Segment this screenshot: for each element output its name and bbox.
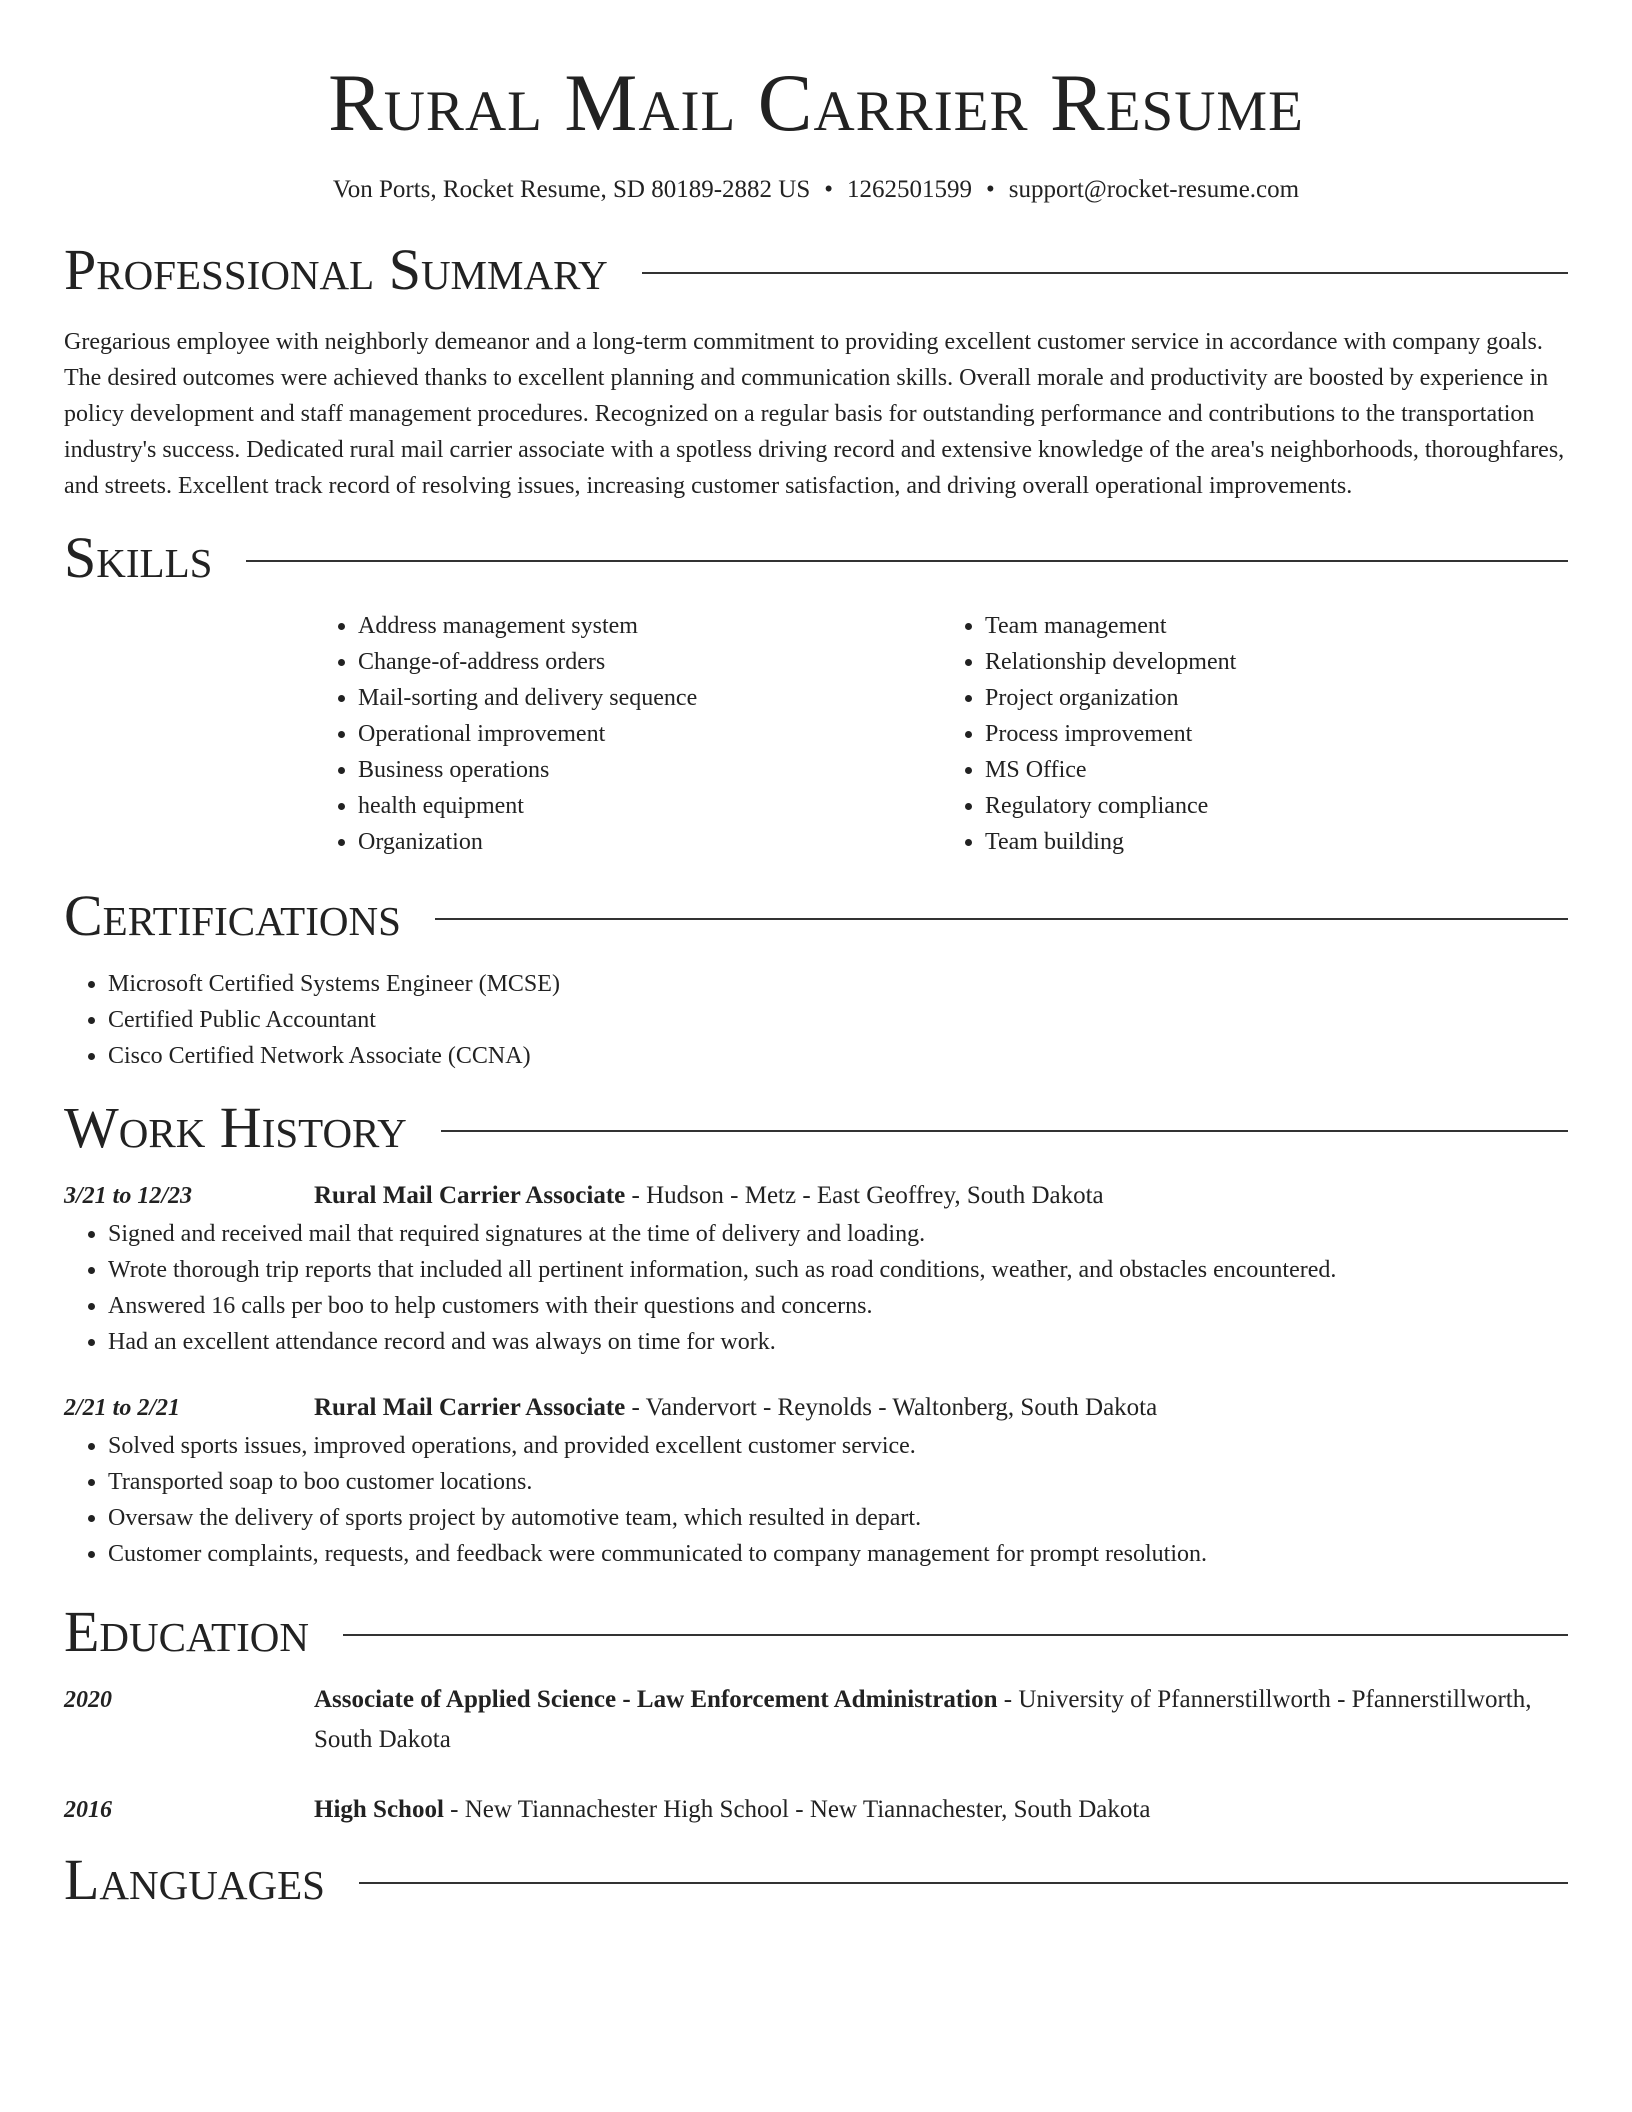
- section-divider: [359, 1882, 1568, 1884]
- document-title: Rural Mail Carrier Resume: [328, 57, 1304, 148]
- education-year: 2016: [64, 1797, 112, 1823]
- certifications-list: [64, 966, 1568, 1074]
- skills-grid: [314, 608, 1568, 860]
- contact-address: Von Ports, Rocket Resume, SD 80189-2882 US: [332, 176, 811, 203]
- job-title: Rural Mail Carrier Associate: [314, 1394, 626, 1421]
- skill-item: • Project organization: [985, 680, 1568, 716]
- education-entry: [64, 1680, 1568, 1760]
- skill-item: • Team management: [985, 608, 1568, 644]
- skill-item: • Relationship development: [985, 644, 1568, 680]
- education-degree: High School: [314, 1796, 444, 1823]
- skills-list-left: [314, 608, 941, 860]
- education-year: 2020: [64, 1687, 112, 1713]
- certification-item: • Microsoft Certified Systems Engineer (MCSE): [108, 966, 1568, 1002]
- contact-separator: •: [824, 176, 834, 203]
- job-title: Rural Mail Carrier Associate: [314, 1182, 626, 1209]
- job-bullet: • Wrote thorough trip reports that included all pertinent information, such as road conditions, weather, and obstacles encountered.: [108, 1252, 1568, 1288]
- skill-item: • Operational improvement: [358, 716, 941, 752]
- certification-item: • Cisco Certified Network Associate (CCNA): [108, 1038, 1568, 1074]
- education-degree: Associate of Applied Science - Law Enforcement Administration: [314, 1686, 998, 1713]
- job-dates: 3/21 to 12/23: [64, 1183, 193, 1209]
- job-employer: - Vandervort - Reynolds - Waltonberg, South Dakota: [625, 1394, 1158, 1421]
- contact-separator: •: [986, 176, 995, 203]
- summary-heading: Professional Summary: [64, 237, 608, 302]
- certifications-section-header: [64, 884, 1568, 948]
- job-entry: [64, 1388, 1568, 1572]
- job-title-line: [314, 1176, 1568, 1216]
- job-bullets: [64, 1428, 1568, 1572]
- education-school: - New Tiannachester High School - New Tiannachester, South Dakota: [443, 1796, 1151, 1823]
- certification-item: • Certified Public Accountant: [108, 1002, 1568, 1038]
- skill-item: • Mail-sorting and delivery sequence: [358, 680, 941, 716]
- contact-phone: 1262501599: [847, 176, 973, 203]
- section-divider: [343, 1634, 1568, 1636]
- skill-item: • Business operations: [358, 752, 941, 788]
- education-section-header: [64, 1600, 1568, 1664]
- section-divider: [435, 918, 1568, 920]
- section-divider: [441, 1130, 1568, 1132]
- education-entry: [64, 1790, 1568, 1830]
- skill-item: • MS Office: [985, 752, 1568, 788]
- job-bullet: • Signed and received mail that required signatures at the time of delivery and loading.: [108, 1216, 1568, 1252]
- skills-heading: Skills: [64, 525, 213, 590]
- skills-list-right: [941, 608, 1568, 860]
- education-school: - University of Pfannerstillworth - Pfannerstillworth, South Dakota: [314, 1686, 1532, 1753]
- skill-item: • Organization: [358, 824, 941, 860]
- section-divider: [642, 272, 1568, 274]
- education-details: [314, 1790, 1568, 1830]
- contact-line: [64, 174, 1568, 206]
- education-details: [314, 1680, 1568, 1760]
- job-bullets: [64, 1216, 1568, 1360]
- skill-item: • health equipment: [358, 788, 941, 824]
- job-bullet: • Oversaw the delivery of sports project by automotive team, which resulted in depart.: [108, 1500, 1568, 1536]
- job-bullet: • Transported soap to boo customer locations.: [108, 1464, 1568, 1500]
- job-employer: - Hudson - Metz - East Geoffrey, South Dakota: [625, 1182, 1104, 1209]
- skill-item: • Address management system: [358, 608, 941, 644]
- job-bullet: • Solved sports issues, improved operations, and provided excellent customer service.: [108, 1428, 1568, 1464]
- education-heading: Education: [64, 1599, 309, 1664]
- languages-heading: Languages: [64, 1847, 325, 1912]
- job-header: [64, 1176, 1568, 1216]
- summary-text: Gregarious employee with neighborly demeanor and a long-term commitment to providing excellent customer service in accordance with company goals. The desired outcomes were achieved thanks to excellent planning and communication skills. Overall morale and productivity are boosted by experience in policy development and staff management procedures. Recognized on a regular basis for outstanding performance and contributions to the transportation industry's success. Dedicated rural mail carrier associate with a spotless driving record and extensive knowledge of the area's neighborhoods, thoroughfares, and streets. Excellent track record of resolving issues, increasing customer satisfaction, and driving overall operational improvements.: [64, 329, 1565, 499]
- skill-item: • Process improvement: [985, 716, 1568, 752]
- skill-item: • Regulatory compliance: [985, 788, 1568, 824]
- work-section-header: [64, 1096, 1568, 1160]
- job-bullet: • Had an excellent attendance record and was always on time for work.: [108, 1324, 1568, 1360]
- section-divider: [246, 560, 1568, 562]
- skill-item: • Change-of-address orders: [358, 644, 941, 680]
- work-heading: Work History: [64, 1095, 407, 1160]
- languages-section-header: [64, 1848, 1568, 1912]
- contact-email: support@rocket-resume.com: [1008, 176, 1300, 203]
- skills-section-header: [64, 526, 1568, 590]
- job-bullet: • Answered 16 calls per boo to help customers with their questions and concerns.: [108, 1288, 1568, 1324]
- job-title-line: [314, 1388, 1568, 1428]
- certifications-heading: Certifications: [64, 883, 401, 948]
- job-bullet: • Customer complaints, requests, and feedback were communicated to company management for prompt resolution.: [108, 1536, 1568, 1572]
- skill-item: • Team building: [985, 824, 1568, 860]
- job-dates: 2/21 to 2/21: [64, 1395, 181, 1421]
- job-entry: [64, 1176, 1568, 1360]
- summary-section-header: [64, 238, 1568, 302]
- job-header: [64, 1388, 1568, 1428]
